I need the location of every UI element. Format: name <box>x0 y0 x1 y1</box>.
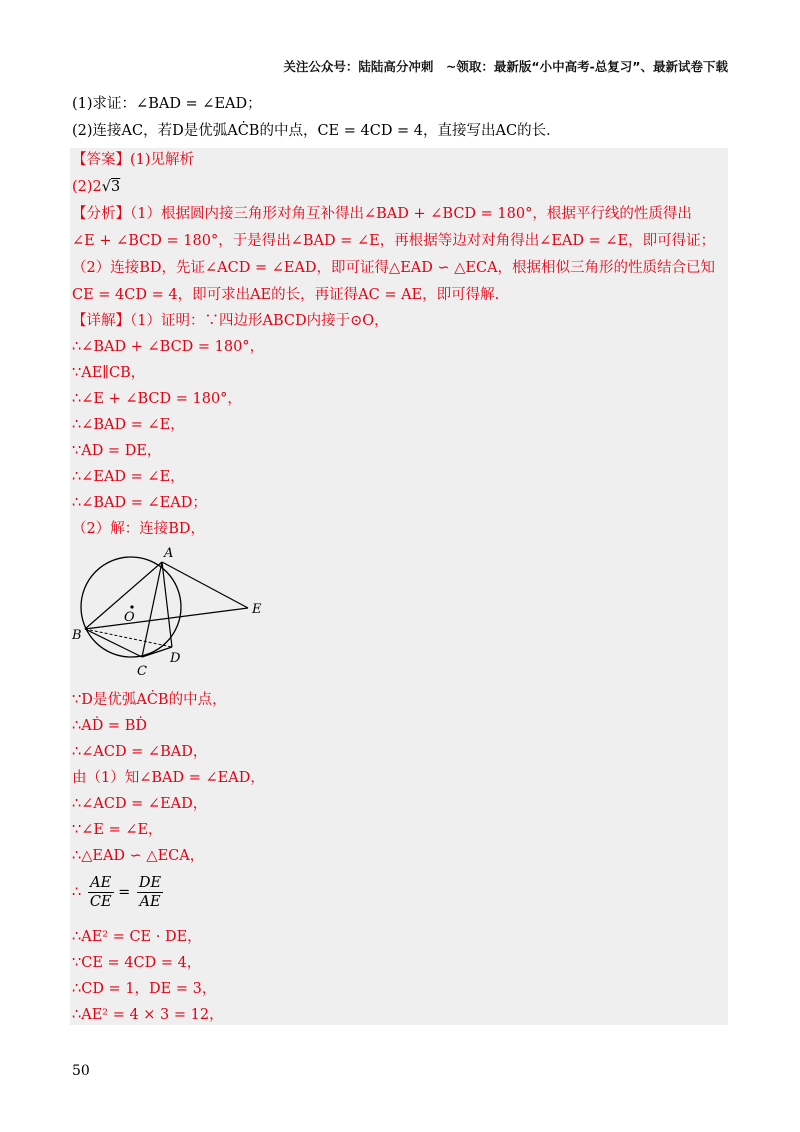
detail-line-9: （2）解：连接BD， <box>72 521 206 537</box>
analysis-line-3: （2）连接BD，先证∠ACD = ∠EAD，即可证得△EAD ∽ △ECA，根据相似三角形的性质结合已知 <box>72 260 716 276</box>
detail-line-6: ∵AD = DE， <box>72 443 162 459</box>
label-o: O <box>124 610 135 625</box>
segment-bc <box>85 629 142 657</box>
detail3-line-3: ∴CD = 1，DE = 3， <box>72 981 217 997</box>
label-e: E <box>252 602 262 617</box>
label-b: B <box>72 628 82 643</box>
detail3-line-1: ∴AE² = CE · DE， <box>72 929 202 945</box>
detail2-line-1: ∵D是优弧AĊB的中点， <box>72 692 227 708</box>
page-header: 关注公众号：陆陆高分冲刺 ~领取：最新版“小中高考-总复习”、最新试卷下载 <box>283 59 728 74</box>
detail-line-1: 【详解】（1）证明：∵四边形ABCD内接于⊙O， <box>72 313 389 329</box>
answer-label: 【答案】 <box>72 152 130 168</box>
detail2-line-5: ∴∠ACD = ∠EAD， <box>72 796 208 812</box>
detail3-line-4: ∴AE² = 4 × 3 = 12， <box>72 1007 224 1023</box>
fraction-equals: = <box>118 884 131 901</box>
center-dot <box>130 605 133 608</box>
detail-line-4: ∴∠E + ∠BCD = 180°， <box>72 391 242 407</box>
analysis-line-2: ∠E + ∠BCD = 180°，于是得出∠BAD = ∠E，再根据等边对对角得出∠EAD = ∠E，即可得证； <box>72 233 716 249</box>
label-c: C <box>137 664 147 679</box>
question-part-1: (1)求证：∠BAD = ∠EAD； <box>72 96 262 112</box>
fraction-line <box>72 874 163 911</box>
geometry-figure <box>72 545 272 680</box>
detail-line-2: ∴∠BAD + ∠BCD = 180°， <box>72 339 265 355</box>
analysis-line-1: 【分析】（1）根据圆内接三角形对角互补得出∠BAD + ∠BCD = 180°，根据平行线的性质得出 <box>72 206 692 222</box>
answer-1: (1)见解析 <box>130 152 195 168</box>
page-number: 50 <box>72 1063 90 1079</box>
detail-line-5: ∴∠BAD = ∠E， <box>72 417 185 433</box>
detail-line-8: ∴∠BAD = ∠EAD； <box>72 495 207 511</box>
detail2-line-6: ∵∠E = ∠E， <box>72 822 163 838</box>
detail2-line-7: ∴△EAD ∽ △ECA， <box>72 848 205 864</box>
answer-2-prefix: (2)2 <box>72 179 102 195</box>
answer-2-sqrt: 3 <box>111 179 121 195</box>
detail-line-7: ∴∠EAD = ∠E， <box>72 469 185 485</box>
fraction-right <box>137 874 163 911</box>
label-d: D <box>170 651 181 666</box>
label-a: A <box>164 546 174 561</box>
segment-be <box>85 608 248 629</box>
fraction-prefix: ∴ <box>72 884 82 901</box>
fraction-left <box>88 874 114 911</box>
question-part-2: (2)连接AC，若D是优弧AĊB的中点，CE = 4CD = 4，直接写出AC的长． <box>72 123 561 139</box>
fraction-right-num: DE <box>138 875 162 891</box>
detail-line-3: ∵AE∥CB， <box>72 365 146 381</box>
analysis-line-4: CE = 4CD = 4，即可求出AE的长，再证得AC = AE，即可得解. <box>72 287 500 303</box>
fraction-left-num: AE <box>88 874 114 893</box>
detail2-line-4: 由（1）知∠BAD = ∠EAD， <box>72 770 265 786</box>
fraction-right-den: AE <box>139 894 161 910</box>
detail2-line-2: ∴AḊ = BḊ <box>72 718 147 734</box>
fraction-left-den: CE <box>89 894 112 910</box>
answer-line-2: (2)2√3 <box>72 179 121 195</box>
detail3-line-2: ∵CE = 4CD = 4， <box>72 955 202 971</box>
segment-cd <box>142 647 172 657</box>
segment-ad <box>162 562 172 647</box>
segment-ae <box>162 562 248 608</box>
detail2-line-3: ∴∠ACD = ∠BAD， <box>72 744 208 760</box>
answer-line-1 <box>72 150 194 170</box>
